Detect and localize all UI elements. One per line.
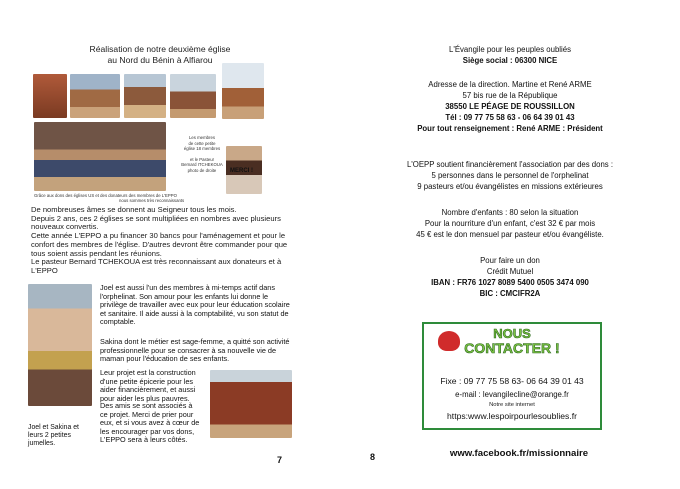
caption-members-line: de cette petite <box>188 140 216 146</box>
caption-members-line: photo de droite <box>187 167 217 173</box>
caption-members-line: église 18 membres <box>183 146 221 152</box>
iban: IBAN : FR76 1027 8089 5400 0505 3474 090 <box>431 278 589 287</box>
title-line-2: Siège social : 06300 NICE <box>462 56 558 65</box>
photo-church-members <box>34 122 166 191</box>
paragraph: Depuis 2 ans, ces 2 églises se sont multipliées en nombres avec plusieurs nouveaux convertis. <box>31 213 281 232</box>
caption-members-line: Les membres <box>188 135 216 140</box>
contact-logo-top: NOUS <box>493 326 531 341</box>
funding-line: 9 pasteurs et/ou évangélistes en missions extérieures <box>417 182 603 191</box>
family-caption: Joel et Sakina et leurs 2 petites jumelles. <box>28 424 79 447</box>
caption-grace-line: Grâce aux dons des églises US et des donateurs des membres de L'EPPO <box>34 193 177 198</box>
photo-roof-frame <box>222 63 264 119</box>
phone: Tél : 09 77 75 58 63 - 06 64 39 01 43 <box>445 113 575 122</box>
contact-logo-bottom: CONTACTER ! <box>464 340 560 356</box>
fixe-phone: Fixe : 09 77 75 58 63- 06 64 39 01 43 <box>440 376 584 386</box>
pastor-donation: 45 € est le don mensuel par pasteur et/ou évangéliste. <box>416 230 604 239</box>
title-line-1: Réalisation de notre deuxième église <box>89 44 231 54</box>
caption-members-line: Bernard ITCHEKOUA <box>181 162 223 168</box>
site-label: Notre site internet <box>489 402 535 408</box>
caption-members-line: et le Pasteur <box>189 156 215 162</box>
food-cost: Pour la nourriture d'un enfant, c'est 32 € par mois <box>424 219 596 228</box>
page-number: 8 <box>370 452 376 462</box>
caption-merci: MERCI ! <box>230 168 253 174</box>
caption-grace-line: nous sommes très reconnaissants <box>119 198 185 203</box>
bic: BIC : CMCIFR2A <box>479 289 541 298</box>
right-page <box>340 0 680 489</box>
contact-box <box>422 322 602 430</box>
email: e-mail : levangilecline@orange.fr <box>455 390 569 399</box>
city: 38550 LE PÉAGE DE ROUSSILLON <box>445 102 575 111</box>
joel-text: Joel est aussi l'un des membres à mi-temps actif dans l'orphelinat. Son amour pour les enfants lui donne le privilège de travailler avec eux pour leur éducation scolaire et sanitaire. Il aide aussi à la comptabilité, vu son statut de comptable. <box>100 283 290 327</box>
photo-church-walls <box>124 74 166 118</box>
street: 57 bis rue de la République <box>462 91 558 100</box>
caption-grace <box>34 193 266 203</box>
address-heading: Adresse de la direction. Martine et René ARME <box>428 80 592 89</box>
donation-heading: Pour faire un don <box>480 256 540 265</box>
page-number: 7 <box>277 455 283 465</box>
paragraph: Le pasteur Bernard TCHEKOUA est très reconnaissant aux donateurs et à L'EPPO <box>31 257 282 275</box>
facebook-link[interactable]: www.facebook.fr/missionnaire <box>449 448 589 459</box>
title-line-1: L'Évangile pour les peuples oubliés <box>449 45 571 54</box>
amis-text: Des amis se sont associés à ce projet. Merci de prier pour eux, et si vous avez à cœur de les encourager par vos dons, L'EPPO sera à leurs côtés. <box>100 401 200 445</box>
funding-line: 5 personnes dans le personnel de l'orphelinat <box>431 171 589 180</box>
projet-text: Leur projet est la construction d'une petite épicerie pour les aider financièrement, et aussi pour aider les plus pauvres. <box>100 368 196 403</box>
photo-brick-wall <box>70 74 120 118</box>
paragraph: Cette année L'EPPO a pu financer 30 bancs pour l'aménagement et pour le confort des membres de l'église. D'autres devront être commander pour que tous soient assis pendant les réunions. <box>31 231 288 258</box>
paragraph: De nombreuses âmes se donnent au Seigneur tous les mois. <box>31 205 237 214</box>
title-line-2: au Nord du Bénin à Alfiarou <box>107 55 213 65</box>
photo-construction <box>170 74 216 118</box>
body-text <box>31 206 293 276</box>
info-line: Pour tout renseignement : René ARME : Président <box>417 124 603 133</box>
children-count: Nombre d'enfants : 80 selon la situation <box>441 208 579 217</box>
photo-family <box>28 284 92 406</box>
bank-name: Crédit Mutuel <box>486 267 534 276</box>
website[interactable]: https:www.lespoirpourlesoublies.fr <box>447 411 577 421</box>
caption-members <box>174 135 230 174</box>
photo-shop-construction <box>210 370 292 438</box>
photo-brick-pillar <box>33 74 67 118</box>
sakina-text: Sakina dont le métier est sage-femme, a quitté son activité professionnelle pour se consacrer à sa nouvelle vie de maman pour l'éducation de ses enfants. <box>100 337 290 364</box>
funding-line: L'OEPP soutient financièrement l'association par des dons : <box>406 160 614 169</box>
